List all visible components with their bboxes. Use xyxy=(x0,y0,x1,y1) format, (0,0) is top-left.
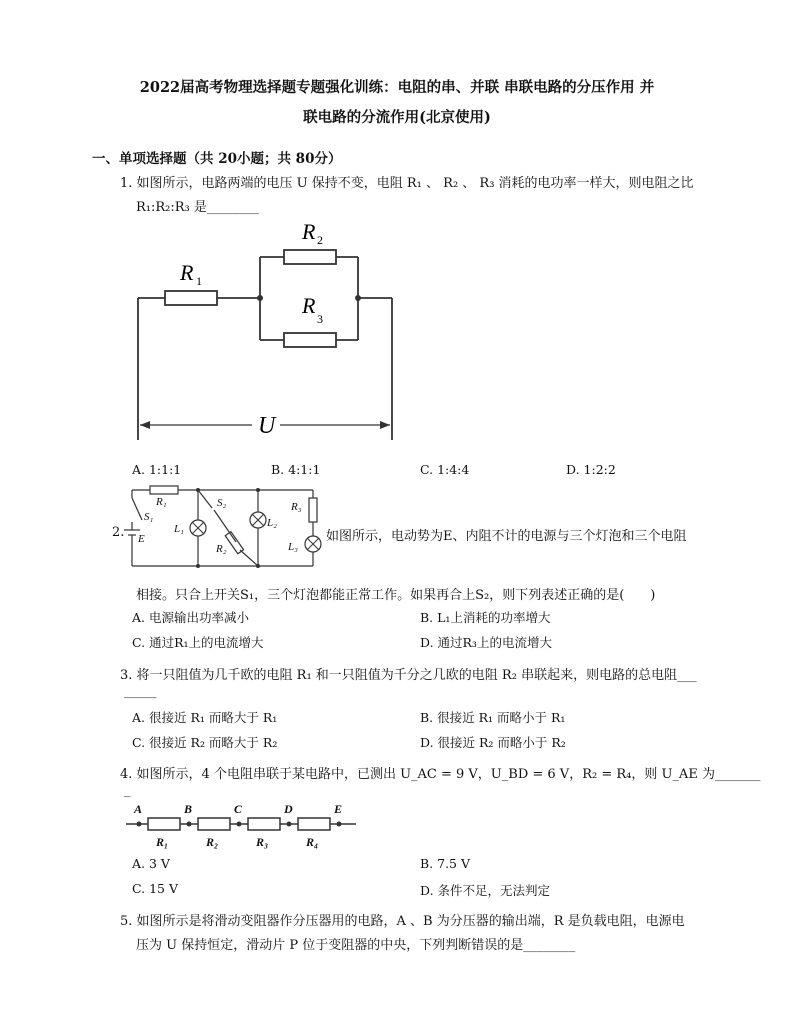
q2-r1-label: R₁ xyxy=(156,496,167,508)
q2-option-c[interactable]: C. 通过R₁上的电流增大 xyxy=(132,635,264,650)
q2-option-b[interactable]: B. L₁上消耗的功率增大 xyxy=(420,610,551,625)
q1-r3-sub: 3 xyxy=(317,312,323,326)
q3-option-a[interactable]: A. 很接近 R₁ 而略大于 R₁ xyxy=(132,710,278,725)
q2-r3-label: R₃ xyxy=(291,501,302,513)
q3-stem-line1: 3. 将一只阻值为几千欧的电阻 R₁ 和一只阻值为千分之几欧的电阻 R₂ 串联起来，则电路的总电阻___ xyxy=(120,668,697,683)
q4-point-c: C xyxy=(234,802,243,816)
q1-option-c[interactable]: C. 1:4:4 xyxy=(420,462,470,477)
q4-series-diagram xyxy=(126,800,358,852)
q3-option-b[interactable]: B. 很接近 R₁ 而略小于 R₁ xyxy=(420,710,566,725)
q2-r2-label: R₂ xyxy=(216,543,227,555)
q2-stem-line1: 如图所示，电动势为E、内阻不计的电源与三个灯泡和三个电阻 xyxy=(326,529,687,544)
q4-r3-label: R₃ xyxy=(256,835,269,849)
q3-option-c[interactable]: C. 很接近 R₂ 而略大于 R₂ xyxy=(132,735,278,750)
q1-arrow-left xyxy=(140,421,150,429)
page-title-line1: 2022届高考物理选择题专题强化训练：电阻的串、并联 串联电路的分压作用 并 xyxy=(139,79,655,96)
q2-s2-label: S₂ xyxy=(217,497,227,509)
q1-junction-left xyxy=(257,295,263,301)
q1-stem-line1: 1. 如图所示，电路两端的电压 U 保持不变，电阻 R₁ 、 R₂ 、 R₃ 消耗的电功率一样大，则电阻之比 xyxy=(120,176,694,191)
q1-circuit-diagram xyxy=(130,215,425,443)
q4-r1-label: R₁ xyxy=(156,835,169,849)
q5-stem-line1: 5. 如图所示是将滑动变阻器作分压器用的电路，A 、B 为分压器的输出端，R 是负载电阻，电源电 xyxy=(120,914,685,929)
q2-option-a[interactable]: A. 电源输出功率减小 xyxy=(132,610,249,625)
q4-stem-line2: _ xyxy=(124,783,131,798)
q1-option-a[interactable]: A. 1:1:1 xyxy=(132,462,182,477)
q2-number: 2. xyxy=(112,525,125,540)
q4-option-a[interactable]: A. 3 V xyxy=(132,856,170,871)
q3-stem-line2: _____ xyxy=(124,684,157,699)
q1-r1-label: R xyxy=(180,260,194,285)
q4-r2-label: R₂ xyxy=(206,835,219,849)
q4-option-b[interactable]: B. 7.5 V xyxy=(420,856,471,871)
q2-option-d[interactable]: D. 通过R₃上的电流增大 xyxy=(420,635,552,650)
q4-option-d[interactable]: D. 条件不足，无法判定 xyxy=(420,883,551,898)
q1-option-d[interactable]: D. 1:2:2 xyxy=(566,462,616,477)
q4-point-e: E xyxy=(334,802,343,816)
q2-l1-label: L₁ xyxy=(174,523,184,535)
q1-r1-sub: 1 xyxy=(196,274,202,288)
q2-l2-label: L₂ xyxy=(267,517,277,529)
q1-stem-line2: R₁:R₂:R₃ 是________ xyxy=(136,200,259,215)
q2-l3-label: L₃ xyxy=(288,541,298,553)
q5-stem-line2: 压为 U 保持恒定，滑动片 P 位于变阻器的中央，下列判断错误的是________ xyxy=(136,938,576,953)
q1-arrow-right xyxy=(380,421,390,429)
q1-r3-label: R xyxy=(302,293,316,318)
section-heading: 一、单项选择题（共 20小题；共 80分） xyxy=(92,151,342,167)
q4-r4-label: R₄ xyxy=(306,835,319,849)
q4-stem-line1: 4. 如图所示，4 个电阻串联于某电路中，已测出 U_AC = 9 V，U_BD = 6 V，R₂ = R₄，则 U_AE 为_______ xyxy=(120,767,761,782)
q1-voltage-label: U xyxy=(258,413,276,439)
q1-r2-label: R xyxy=(302,219,316,244)
q2-e-label: E xyxy=(138,533,145,545)
q1-junction-right xyxy=(355,295,361,301)
q4-point-d: D xyxy=(284,802,293,816)
q1-r2-sub: 2 xyxy=(317,233,323,247)
q2-circuit-diagram xyxy=(120,480,325,578)
q4-option-c[interactable]: C. 15 V xyxy=(132,881,178,896)
q2-stem-line2: 相接。只合上开关S₁，三个灯泡都能正常工作。如果再合上S₂，则下列表述正确的是( ) xyxy=(136,588,656,603)
page-title-line2: 联电路的分流作用(北京使用) xyxy=(303,109,491,126)
q3-option-d[interactable]: D. 很接近 R₂ 而略小于 R₂ xyxy=(420,735,566,750)
q4-point-b: B xyxy=(184,802,193,816)
q4-point-a: A xyxy=(134,802,143,816)
q2-s1-label: S₁ xyxy=(144,511,154,523)
q1-option-b[interactable]: B. 4:1:1 xyxy=(271,462,321,477)
